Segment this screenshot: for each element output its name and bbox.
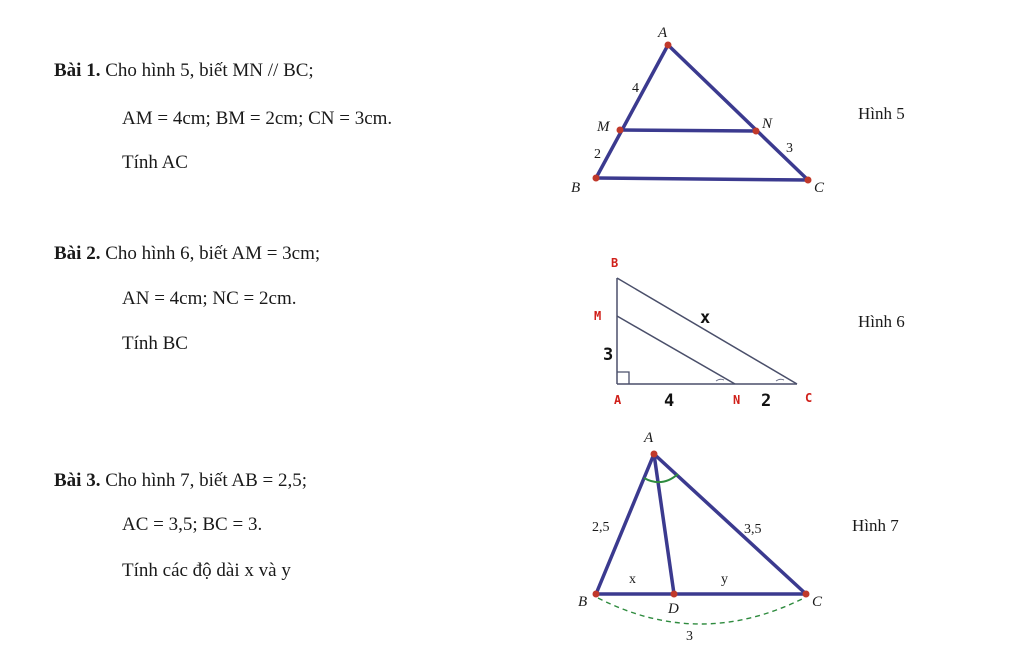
figure-7 (578, 430, 823, 644)
problem-2-number: Bài 2. (54, 243, 101, 264)
fig5-label-n: N (762, 116, 773, 132)
fig7-brace-bc (598, 598, 804, 624)
fig5-side-ab (596, 45, 668, 178)
fig6-label-a: A (614, 393, 622, 407)
figure-5 (571, 25, 825, 196)
fig6-length-bc: x (700, 308, 711, 328)
fig5-label-c: C (814, 180, 825, 196)
fig6-right-angle-mark (617, 372, 629, 384)
fig7-point-a (651, 451, 658, 458)
fig7-bisector-ad (654, 454, 674, 594)
fig5-label-m: M (597, 119, 610, 135)
fig5-point-a (665, 42, 672, 49)
problem-1-line-3: Tính AC (122, 152, 188, 173)
problem-1-line-2: AM = 4cm; BM = 2cm; CN = 3cm. (122, 108, 393, 129)
fig7-length-ab: 2,5 (592, 520, 610, 535)
problem-3-line-1: Cho hình 7, biết AB = 2,5; (105, 470, 307, 491)
fig5-label-b: B (571, 180, 581, 196)
problem-1-number: Bài 1. (54, 60, 101, 81)
problem-2-line-2: AN = 4cm; NC = 2cm. (122, 288, 297, 309)
fig5-label-a: A (658, 25, 668, 41)
fig7-point-d (671, 591, 678, 598)
fig5-segment-mn (620, 130, 756, 131)
fig5-point-m (617, 127, 624, 134)
problem-3-line-2: AC = 3,5; BC = 3. (122, 514, 263, 535)
fig5-side-bc (596, 178, 808, 180)
fig5-point-c (805, 177, 812, 184)
problem-1-line-1: Cho hình 5, biết MN // BC; (105, 60, 314, 81)
fig6-segment-mn (617, 316, 735, 384)
fig7-point-b (593, 591, 600, 598)
fig7-length-dc: y (721, 572, 728, 587)
fig7-length-ac: 3,5 (744, 522, 762, 537)
fig5-length-cn: 3 (786, 141, 793, 156)
figure-7-caption: Hình 7 (852, 516, 899, 535)
fig6-label-n: N (733, 393, 741, 407)
fig7-label-c: C (812, 594, 823, 610)
fig5-point-n (753, 128, 760, 135)
fig6-label-m: M (594, 309, 602, 323)
fig7-length-bc: 3 (686, 629, 693, 644)
problem-2-line-1: Cho hình 6, biết AM = 3cm; (105, 243, 321, 264)
fig6-angle-mark-n (716, 379, 724, 381)
fig6-length-nc: 2 (761, 391, 772, 411)
figure-6-caption: Hình 6 (858, 312, 905, 331)
fig6-label-b: B (611, 256, 619, 270)
fig6-label-c: C (805, 391, 813, 405)
fig5-point-b (593, 175, 600, 182)
fig7-label-b: B (578, 594, 588, 610)
figure-5-caption: Hình 5 (858, 104, 905, 123)
fig6-length-am: 3 (603, 345, 614, 365)
fig7-label-d: D (668, 601, 679, 617)
fig7-angle-arc-a (644, 474, 678, 482)
fig6-length-an: 4 (664, 391, 675, 411)
problem-2-line-3: Tính BC (122, 333, 188, 354)
fig7-length-bd: x (629, 572, 636, 587)
fig5-side-ac (668, 45, 808, 180)
figure-6 (594, 256, 812, 411)
fig5-length-am: 4 (632, 81, 639, 96)
problem-3-line-3: Tính các độ dài x và y (122, 560, 291, 581)
fig5-length-bm: 2 (594, 147, 601, 162)
fig6-angle-mark-c (776, 379, 784, 381)
fig7-label-a: A (644, 430, 654, 446)
fig7-point-c (803, 591, 810, 598)
problem-3-number: Bài 3. (54, 470, 101, 491)
